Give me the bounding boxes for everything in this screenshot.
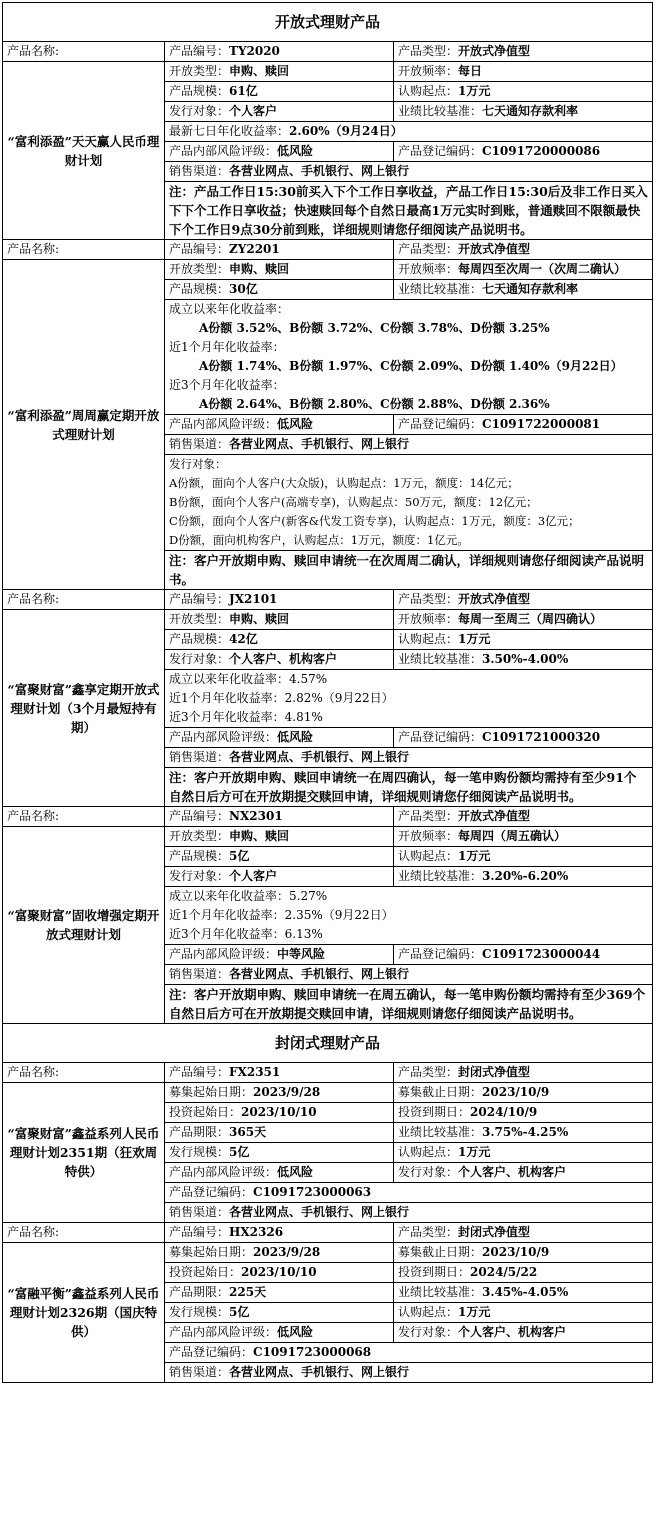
detail-row	[165, 1223, 652, 1243]
field-text: 认购起点：1万元	[398, 84, 491, 98]
field-text: 注：客户开放期申购、赎回申请统一在周五确认，每一笔申购份额均需持有至少369个自然日后方可在开放期提交赎回申请，详细规则请您仔细阅读产品说明书。	[169, 987, 646, 1021]
field-text: 销售渠道：各营业网点、手机银行、网上银行	[169, 1205, 410, 1219]
field-text: 开放类型：申购、赎回	[169, 612, 290, 626]
field-text: 开放类型：申购、赎回	[169, 64, 290, 78]
detail-row	[165, 1363, 652, 1382]
line-text: A份额 3.52%、B份额 3.72%、C份额 3.78%、D份额 3.25%	[199, 321, 550, 335]
field-text: 开放频率：每周四（周五确认）	[398, 829, 567, 843]
product-name-cell	[3, 1063, 165, 1223]
field-text: 业绩比较基准：3.20%-6.20%	[398, 869, 569, 883]
detail-row	[165, 1123, 652, 1143]
product-name-label: 产品名称:	[3, 590, 164, 610]
product-details	[165, 807, 653, 1024]
field-text: 产品编号：HX2326	[169, 1225, 284, 1239]
product-name-cell	[3, 1223, 165, 1383]
detail-row	[165, 280, 652, 300]
field-text: 投资到期日：2024/5/22	[398, 1265, 538, 1279]
field-text: 产品类型：开放式净值型	[398, 809, 531, 823]
field-text: 注：客户开放期申购、赎回申请统一在次周周二确认，详细规则请您仔细阅读产品说明书。	[169, 553, 645, 587]
field-text: 业绩比较基准：3.75%-4.25%	[398, 1125, 569, 1139]
field-text: 产品类型：封闭式净值型	[398, 1225, 531, 1239]
field-text: 销售渠道：各营业网点、手机银行、网上银行	[169, 164, 410, 178]
product-row	[3, 42, 653, 240]
line-text: 近3个月年化收益率：	[169, 378, 285, 392]
field-text: 产品登记编码：C1091721000320	[398, 730, 601, 744]
field-text: 发行规模：5亿	[169, 1145, 250, 1159]
product-row	[3, 1223, 653, 1383]
multi-line-row	[165, 300, 652, 415]
field-text: 业绩比较基准：七天通知存款利率	[398, 282, 579, 296]
line-text: A份额 1.74%、B份额 1.97%、C份额 2.09%、D份额 1.40%（9月22日）	[199, 359, 623, 373]
field-text: 产品编号：JX2101	[169, 592, 278, 606]
field-text: 注：产品工作日15:30前买入下个工作日享收益，产品工作日15:30后及非工作日买入下下个工作日享收益；快速赎回每个自然日最高1万元实时到账，普通赎回不限额最快下个工作日9点30分前到账，详细规则请您仔细阅读产品说明书。	[169, 184, 648, 237]
field-text: 发行对象：个人客户	[169, 869, 278, 883]
detail-row	[165, 965, 652, 985]
detail-row	[165, 62, 652, 82]
field-text: 产品登记编码：C1091723000068	[169, 1345, 372, 1359]
note-row	[165, 182, 652, 239]
detail-row	[165, 748, 652, 768]
multi-line-row	[165, 887, 652, 945]
multi-line-row	[165, 670, 652, 728]
product-row	[3, 240, 653, 590]
detail-row	[165, 1343, 652, 1363]
detail-row	[165, 1103, 652, 1123]
detail-row	[165, 42, 652, 62]
product-details	[165, 240, 653, 590]
detail-row	[165, 1243, 652, 1263]
detail-row	[165, 435, 652, 455]
product-name-label: 产品名称:	[3, 1063, 164, 1083]
field-text: 产品登记编码：C1091720000086	[398, 144, 601, 158]
field-text: 产品编号：FX2351	[169, 1065, 281, 1079]
field-text: 产品期限：365天	[169, 1125, 267, 1139]
field-text: 开放频率：每周一至周三（周四确认）	[398, 612, 603, 626]
product-name: “富聚财富”固收增强定期开放式理财计划	[7, 908, 160, 942]
section-title: 封闭式理财产品	[3, 1024, 653, 1063]
detail-row	[165, 1163, 652, 1183]
field-text: 产品内部风险评级：低风险	[169, 1165, 314, 1179]
field-text: 发行对象：个人客户、机构客户	[169, 652, 338, 666]
product-name-cell	[3, 590, 165, 807]
detail-row	[165, 415, 652, 435]
field-text: 注：客户开放期申购、赎回申请统一在周四确认，每一笔申购份额均需持有至少91个自然日后方可在开放期提交赎回申请，详细规则请您仔细阅读产品说明书。	[169, 770, 637, 804]
field-text: 产品登记编码：C1091722000081	[398, 417, 601, 431]
detail-row	[165, 630, 652, 650]
field-text: 销售渠道：各营业网点、手机银行、网上银行	[169, 967, 410, 981]
line-text: 成立以来年化收益率：4.57%	[169, 672, 328, 686]
field-text: 开放频率：每周四至次周一（次周二确认）	[398, 262, 627, 276]
product-name-cell	[3, 42, 165, 240]
field-text: 发行对象：个人客户、机构客户	[398, 1325, 567, 1339]
field-text: 募集起始日期：2023/9/28	[169, 1245, 321, 1259]
field-text: 产品期限：225天	[169, 1285, 267, 1299]
field-text: 产品内部风险评级：低风险	[169, 1325, 314, 1339]
detail-row	[165, 847, 652, 867]
detail-row	[165, 1283, 652, 1303]
line-text: 近3个月年化收益率：4.81%	[169, 710, 323, 724]
detail-row	[165, 728, 652, 748]
product-details	[165, 590, 653, 807]
detail-row	[165, 650, 652, 670]
field-text: 产品编号：ZY2201	[169, 242, 280, 256]
field-text: 认购起点：1万元	[398, 849, 491, 863]
detail-row	[165, 1063, 652, 1083]
line-text: B份额，面向个人客户(高端专享)，认购起点：50万元，额度：12亿元；	[169, 495, 538, 509]
product-details	[165, 1223, 653, 1383]
detail-row	[165, 807, 652, 827]
product-name-label: 产品名称:	[3, 807, 164, 827]
line-text: A份额 2.64%、B份额 2.80%、C份额 2.88%、D份额 2.36%	[199, 397, 550, 411]
detail-row	[165, 1303, 652, 1323]
detail-row	[165, 1323, 652, 1343]
detail-row	[165, 162, 652, 182]
line-text: 近3个月年化收益率：6.13%	[169, 927, 323, 941]
product-details	[165, 1063, 653, 1223]
product-name: “富利添盈”天天赢人民币理财计划	[7, 133, 160, 168]
note-row	[165, 551, 652, 589]
section-title: 开放式理财产品	[3, 3, 653, 42]
note-row	[165, 768, 652, 806]
field-text: 产品内部风险评级：低风险	[169, 417, 314, 431]
line-text: 近1个月年化收益率：2.35%（9月22日）	[169, 908, 394, 922]
product-name-cell	[3, 240, 165, 590]
detail-row	[165, 240, 652, 260]
field-text: 产品规模：61亿	[169, 84, 258, 98]
field-text: 业绩比较基准：3.45%-4.05%	[398, 1285, 569, 1299]
field-text: 发行规模：5亿	[169, 1305, 250, 1319]
product-name: “富聚财富”鑫享定期开放式理财计划（3个月最短持有期）	[7, 681, 160, 735]
field-text: 开放类型：申购、赎回	[169, 829, 290, 843]
field-text: 产品编号：TY2020	[169, 44, 280, 58]
field-text: 产品登记编码：C1091723000063	[169, 1185, 372, 1199]
field-text: 投资起始日：2023/10/10	[169, 1265, 317, 1279]
product-name-label: 产品名称:	[3, 42, 164, 62]
field-text: 募集截止日期：2023/10/9	[398, 1245, 550, 1259]
line-text: 成立以来年化收益率：5.27%	[169, 889, 328, 903]
line-text: A份额，面向个人客户(大众版)，认购起点：1万元，额度：14亿元；	[169, 476, 519, 490]
field-text: 产品类型：开放式净值型	[398, 592, 531, 606]
product-name: “富聚财富”鑫益系列人民币理财计划2351期（狂欢周特供）	[7, 1126, 160, 1179]
field-text: 认购起点：1万元	[398, 1305, 491, 1319]
field-text: 开放频率：每日	[398, 64, 483, 78]
field-text: 最新七日年化收益率：2.60%（9月24日）	[169, 124, 403, 138]
field-text: 产品编号：NX2301	[169, 809, 283, 823]
field-text: 认购起点：1万元	[398, 1145, 491, 1159]
field-text: 销售渠道：各营业网点、手机银行、网上银行	[169, 437, 410, 451]
detail-row	[165, 590, 652, 610]
product-name-cell	[3, 807, 165, 1024]
product-name: “富融平衡”鑫益系列人民币理财计划2326期（国庆特供）	[7, 1286, 160, 1339]
field-text: 投资到期日：2024/10/9	[398, 1105, 538, 1119]
detail-row	[165, 827, 652, 847]
detail-row	[165, 102, 652, 122]
detail-row	[165, 945, 652, 965]
field-text: 募集起始日期：2023/9/28	[169, 1085, 321, 1099]
field-text: 产品内部风险评级：低风险	[169, 730, 314, 744]
field-text: 认购起点：1万元	[398, 632, 491, 646]
detail-row	[165, 610, 652, 630]
field-text: 产品类型：开放式净值型	[398, 44, 531, 58]
line-text: 近1个月年化收益率：2.82%（9月22日）	[169, 691, 394, 705]
detail-row	[165, 1083, 652, 1103]
multi-line-row	[165, 455, 652, 551]
detail-row	[165, 260, 652, 280]
field-text: 产品规模：30亿	[169, 282, 258, 296]
line-text: C份额，面向个人客户(新客&代发工资专享)，认购起点：1万元，额度：3亿元；	[169, 514, 580, 528]
detail-row	[165, 1263, 652, 1283]
detail-row	[165, 122, 652, 142]
field-text: 产品类型：封闭式净值型	[398, 1065, 531, 1079]
field-text: 产品规模：5亿	[169, 849, 250, 863]
line-text: 成立以来年化收益率：	[169, 302, 290, 316]
field-text: 销售渠道：各营业网点、手机银行、网上银行	[169, 1365, 410, 1379]
detail-row	[165, 1183, 652, 1203]
field-text: 产品类型：开放式净值型	[398, 242, 531, 256]
field-text: 开放类型：申购、赎回	[169, 262, 290, 276]
field-text: 产品内部风险评级：中等风险	[169, 947, 326, 961]
field-text: 产品内部风险评级：低风险	[169, 144, 314, 158]
line-text: 近1个月年化收益率：	[169, 340, 285, 354]
field-text: 产品规模：42亿	[169, 632, 258, 646]
product-name-label: 产品名称:	[3, 1223, 164, 1243]
field-text: 发行对象：个人客户、机构客户	[398, 1165, 567, 1179]
product-table	[2, 2, 653, 1383]
detail-row	[165, 867, 652, 887]
product-details	[165, 42, 653, 240]
detail-row	[165, 82, 652, 102]
product-row	[3, 807, 653, 1024]
detail-row	[165, 142, 652, 162]
field-text: 募集截止日期：2023/10/9	[398, 1085, 550, 1099]
field-text: 销售渠道：各营业网点、手机银行、网上银行	[169, 750, 410, 764]
field-text: 业绩比较基准：七天通知存款利率	[398, 104, 579, 118]
field-text: 投资起始日：2023/10/10	[169, 1105, 317, 1119]
detail-row	[165, 1143, 652, 1163]
product-document	[2, 2, 652, 1383]
product-name: “富利添盈”周周赢定期开放式理财计划	[7, 407, 160, 442]
line-text: 发行对象：	[169, 457, 227, 471]
product-row	[3, 590, 653, 807]
product-row	[3, 1063, 653, 1223]
field-text: 产品登记编码：C1091723000044	[398, 947, 601, 961]
field-text: 发行对象：个人客户	[169, 104, 278, 118]
note-row	[165, 985, 652, 1023]
detail-row	[165, 1203, 652, 1222]
line-text: D份额，面向机构客户，认购起点：1万元，额度：1亿元。	[169, 533, 469, 547]
product-name-label: 产品名称:	[3, 240, 164, 260]
field-text: 业绩比较基准：3.50%-4.00%	[398, 652, 569, 666]
